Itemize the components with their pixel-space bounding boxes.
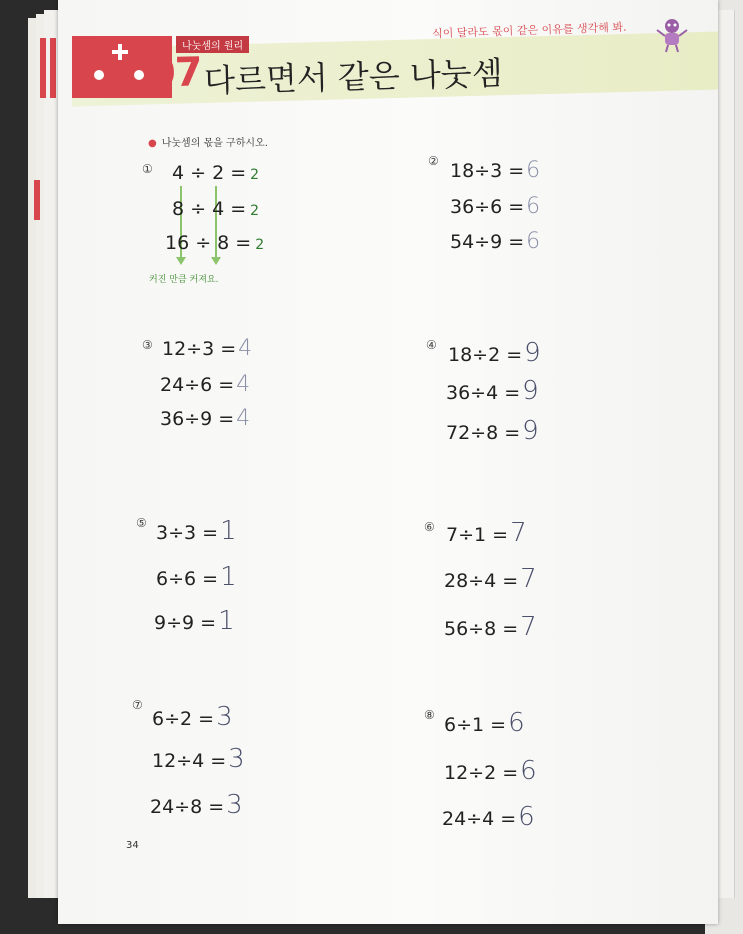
- problem-number: ⑤: [136, 516, 147, 530]
- answer: 2: [250, 167, 260, 183]
- dot-icon: [94, 70, 104, 80]
- problem-number: ③: [142, 338, 153, 352]
- equation: 24÷4 =: [442, 808, 517, 830]
- equation: 36÷4 =: [446, 382, 521, 404]
- equation-line: [162, 336, 252, 361]
- mascot-icon: [652, 14, 692, 54]
- instruction: [148, 134, 268, 149]
- equation: 56÷8 =: [444, 618, 519, 640]
- handwritten-answer: 4: [238, 336, 253, 361]
- equation: 24÷6 =: [160, 374, 235, 396]
- red-tab-edge: [40, 38, 46, 98]
- handwritten-answer: 1: [220, 562, 237, 592]
- equation-line: [444, 708, 525, 738]
- problem-number: ⑧: [424, 708, 435, 722]
- equation: 8 ÷ 4 =: [172, 198, 247, 220]
- equation: 12÷3 =: [162, 338, 237, 360]
- handwritten-answer: 3: [226, 790, 243, 820]
- chapter-title: 다르면서 같은 나눗셈: [203, 54, 504, 100]
- equation-line: [450, 158, 540, 183]
- equation-line: [444, 756, 537, 786]
- equation: 72÷8 =: [446, 422, 521, 444]
- handwritten-answer: 3: [228, 744, 245, 774]
- handwritten-answer: 6: [518, 802, 535, 832]
- equation: 36÷6 =: [450, 196, 525, 218]
- equation-line: [156, 516, 237, 546]
- answer: 2: [250, 203, 260, 219]
- equation: 18÷3 =: [450, 160, 525, 182]
- equation-line: [450, 229, 540, 254]
- equation: 24÷8 =: [150, 796, 225, 818]
- equation-line: [160, 372, 250, 397]
- problem-number: ④: [426, 338, 437, 352]
- handwritten-answer: 3: [216, 702, 233, 732]
- equation-line: [156, 562, 237, 592]
- equation: 54÷9 =: [450, 231, 525, 253]
- equation-line: [444, 612, 537, 642]
- handwritten-answer: 1: [220, 516, 237, 546]
- handwritten-answer: 6: [526, 194, 541, 219]
- equation-line: [172, 198, 259, 220]
- handwritten-answer: 7: [520, 612, 537, 642]
- answer: 2: [255, 237, 265, 253]
- equation-line: [446, 376, 539, 406]
- equation: 3÷3 =: [156, 522, 219, 544]
- problem-number: ②: [428, 154, 439, 168]
- red-tab-edge: [50, 38, 56, 98]
- equation: 18÷2 =: [448, 344, 523, 366]
- equation-line: [152, 702, 233, 732]
- equation-line: [446, 518, 527, 548]
- equation-line: [442, 802, 535, 832]
- equation: 7÷1 =: [446, 524, 509, 546]
- equation: 16 ÷ 8 =: [165, 232, 252, 254]
- handwritten-answer: 9: [522, 376, 539, 406]
- handwritten-answer: 6: [520, 756, 537, 786]
- equation-line: [450, 194, 540, 219]
- equation-line: [154, 606, 235, 636]
- handwritten-answer: 1: [218, 606, 235, 636]
- equation: 4 ÷ 2 =: [172, 162, 247, 184]
- instruction-text: 나눗셈의 몫을 구하시오.: [161, 138, 268, 149]
- plus-icon: [112, 44, 128, 60]
- red-tab-edge: [34, 180, 40, 220]
- handwritten-answer: 9: [522, 416, 539, 446]
- equation: 12÷4 =: [152, 750, 227, 772]
- equation-line: [444, 564, 537, 594]
- equation-line: [152, 744, 245, 774]
- equation-line: [160, 406, 250, 431]
- handwritten-answer: 7: [520, 564, 537, 594]
- equation: 6÷1 =: [444, 714, 507, 736]
- equation-line: [448, 338, 541, 368]
- handwritten-answer: 6: [526, 229, 541, 254]
- equation: 9÷9 =: [154, 612, 217, 634]
- problem-number: ⑦: [132, 698, 143, 712]
- section-tag: 나눗셈의 원리: [176, 36, 249, 53]
- handwritten-answer: 4: [236, 406, 251, 431]
- page-number: 34: [126, 840, 139, 851]
- equation-line: [150, 790, 243, 820]
- bullet-icon: ●: [148, 138, 157, 149]
- handwritten-answer: 7: [510, 518, 527, 548]
- example-note: 커진 만큼 커져요.: [149, 275, 219, 285]
- handwritten-answer: 6: [526, 158, 541, 183]
- equation: 6÷6 =: [156, 568, 219, 590]
- equation-line: [446, 416, 539, 446]
- equation-line: [172, 162, 259, 184]
- problem-number: ①: [142, 162, 153, 176]
- equation: 6÷2 =: [152, 708, 215, 730]
- chapter-subheader: 식이 달라도 몫이 같은 이유를 생각해 봐.: [431, 20, 627, 41]
- equation: 12÷2 =: [444, 762, 519, 784]
- chapter-number: 07: [147, 49, 203, 97]
- dot-icon: [134, 70, 144, 80]
- equation: 36÷9 =: [160, 408, 235, 430]
- handwritten-answer: 4: [236, 372, 251, 397]
- handwritten-answer: 9: [524, 338, 541, 368]
- equation: 28÷4 =: [444, 570, 519, 592]
- problem-number: ⑥: [424, 520, 435, 534]
- equation-line: [165, 232, 264, 254]
- handwritten-answer: 6: [508, 708, 525, 738]
